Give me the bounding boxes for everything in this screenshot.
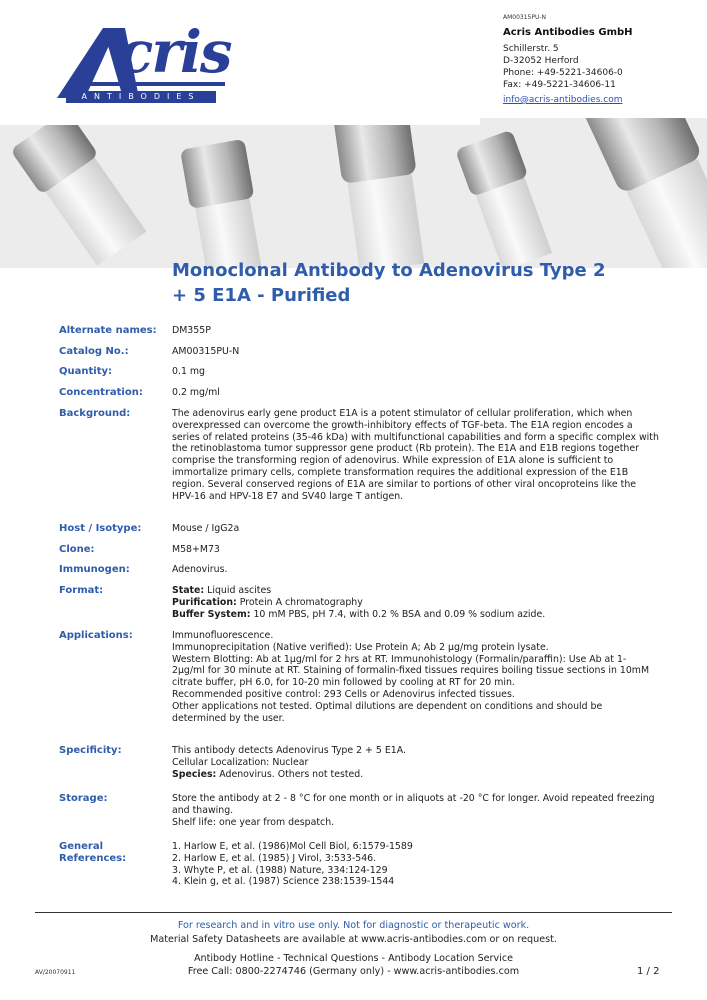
shelf-life-line: Shelf life: one year from despatch. <box>172 816 335 828</box>
field-label: Catalog No.: <box>59 346 129 357</box>
field-value: 0.2 mg/ml <box>172 387 220 398</box>
reference-item: 3. Whyte P, et al. (1988) Nature, 334:124-129 <box>172 864 388 876</box>
field-value: Mouse / IgG2a <box>172 523 240 534</box>
logo-subtitle: ANTIBODIES <box>66 91 216 103</box>
field-value <box>172 793 659 828</box>
footer-doc-code: AV/20070911 <box>35 969 76 976</box>
state-value: Liquid ascites <box>204 585 272 596</box>
footer-free-call: Free Call: 0800-2274746 (Germany only) - www.acris-antibodies.com <box>187 966 520 977</box>
field-label: Specificity: <box>59 745 122 756</box>
page-number: 1 / 2 <box>637 966 660 977</box>
phone: Phone: +49-5221-34606-0 <box>503 68 623 78</box>
application-line: Recommended positive control: 293 Cells or Adenovirus infected tissues. <box>172 688 515 700</box>
field-label: Alternate names: <box>59 325 157 336</box>
state-label: State: <box>172 585 205 596</box>
field-label: Immunogen: <box>59 564 130 575</box>
address-line: Schillerstr. 5 <box>503 44 559 54</box>
field-label: Concentration: <box>59 387 143 398</box>
species-value: Adenovirus. Others not tested. <box>216 768 364 780</box>
species-label: Species: <box>172 768 217 780</box>
field-label: Host / Isotype: <box>59 523 142 534</box>
application-line: Other applications not tested. Optimal dilutions are dependent on conditions and should be determined by the user. <box>172 700 603 724</box>
footer-disclaimer: For research and in vitro use only. Not for diagnostic or therapeutic work. <box>177 920 530 931</box>
buffer-value: 10 mM PBS, pH 7.4, with 0.2 % BSA and 0.09 % sodium azide. <box>250 608 546 620</box>
purification-value: Protein A chromatography <box>236 596 363 608</box>
field-value: DM355P <box>172 325 211 336</box>
buffer-label: Buffer System: <box>172 608 251 620</box>
reference-item: 2. Harlow E, et al. (1985) J Virol, 3:533-546. <box>172 852 377 864</box>
footer-divider <box>35 912 672 913</box>
purification-label: Purification: <box>172 596 237 608</box>
field-value: AM00315PU-N <box>172 346 240 357</box>
field-value <box>172 630 659 724</box>
field-label <box>59 841 164 865</box>
field-value: Adenovirus. <box>172 564 228 575</box>
field-value <box>172 745 659 780</box>
field-value: The adenovirus early gene product E1A is a potent stimulator of cellular proliferation, which when overexpressed can overcome the growth-inhibitory effects of TGF-beta. The E1A region encodes a series of related proteins (35-46 kDa) with multifunctional capabilities and form a specific complex with the retinoblastoma tumor suppressor gene product (Rb protein). The E1A and E1B regions together comprise the transforming region of adenovirus. While expression of E1A alone is sufficient to immortalize primary cells, complete transformation requires the additional expression of the E1B region. Several conserved regions of E1A are similar to portions of other viral oncoproteins like the HPV-16 and HPV-18 E7 and SV40 large T antigen. <box>172 408 659 502</box>
field-label: Storage: <box>59 793 108 804</box>
field-label: Clone: <box>59 544 95 555</box>
localization-line: Cellular Localization: Nuclear <box>172 756 309 768</box>
application-line: Western Blotting: Ab at 1µg/ml for 2 hrs at RT. Immunohistology (Formalin/paraffin): Use Ab at 1-2µg/ml for 30 minute at RT. Staining of formalin-fixed tissues requires boiling tissue sections in 10mM citrate buffer, pH 6.0, for 10-20 min followed by cooling at RT for 20 min. <box>172 653 650 689</box>
field-value: 0.1 mg <box>172 366 205 377</box>
title-line-2: + 5 E1A - Purified <box>172 285 351 306</box>
reference-item: 4. Klein g, et al. (1987) Science 238:1539-1544 <box>172 876 395 888</box>
reference-item: 1. Harlow E, et al. (1986)Mol Cell Biol, 6:1579-1589 <box>172 841 413 852</box>
field-value: M58+M73 <box>172 544 220 555</box>
specificity-line: This antibody detects Adenovirus Type 2 + 5 E1A. <box>172 745 406 756</box>
field-value <box>172 585 659 620</box>
field-label: Format: <box>59 585 104 596</box>
header-banner <box>0 0 707 268</box>
storage-line: Store the antibody at 2 - 8 °C for one month or in aliquots at -20 °C for longer. Avoid repeated freezing and thawing. <box>172 793 655 816</box>
product-title <box>172 258 642 308</box>
doc-code: AM00315PU-N <box>503 14 547 21</box>
fax: Fax: +49-5221-34606-11 <box>503 80 616 90</box>
field-label: Applications: <box>59 630 133 641</box>
company-name: Acris Antibodies GmbH <box>503 27 633 38</box>
address-line: D-32052 Herford <box>503 56 579 66</box>
title-line-1: Monoclonal Antibody to Adenovirus Type 2 <box>172 260 606 281</box>
application-line: Immunoprecipitation (Native verified): Use Protein A; Ab 2 µg/mg protein lysate. <box>172 641 549 653</box>
field-label: Quantity: <box>59 366 112 377</box>
field-label: Background: <box>59 408 131 419</box>
footer-msds: Material Safety Datasheets are available at www.acris-antibodies.com or on request. <box>150 934 557 945</box>
logo-wordmark: cris <box>118 18 231 86</box>
application-line: Immunofluorescence. <box>172 630 274 641</box>
field-label-line: General <box>59 841 103 852</box>
field-label-line: References: <box>59 853 127 864</box>
footer-hotline: Antibody Hotline - Technical Questions - Antibody Location Service <box>193 953 514 964</box>
field-value <box>172 841 659 888</box>
email-link[interactable]: info@acris-antibodies.com <box>503 95 623 105</box>
